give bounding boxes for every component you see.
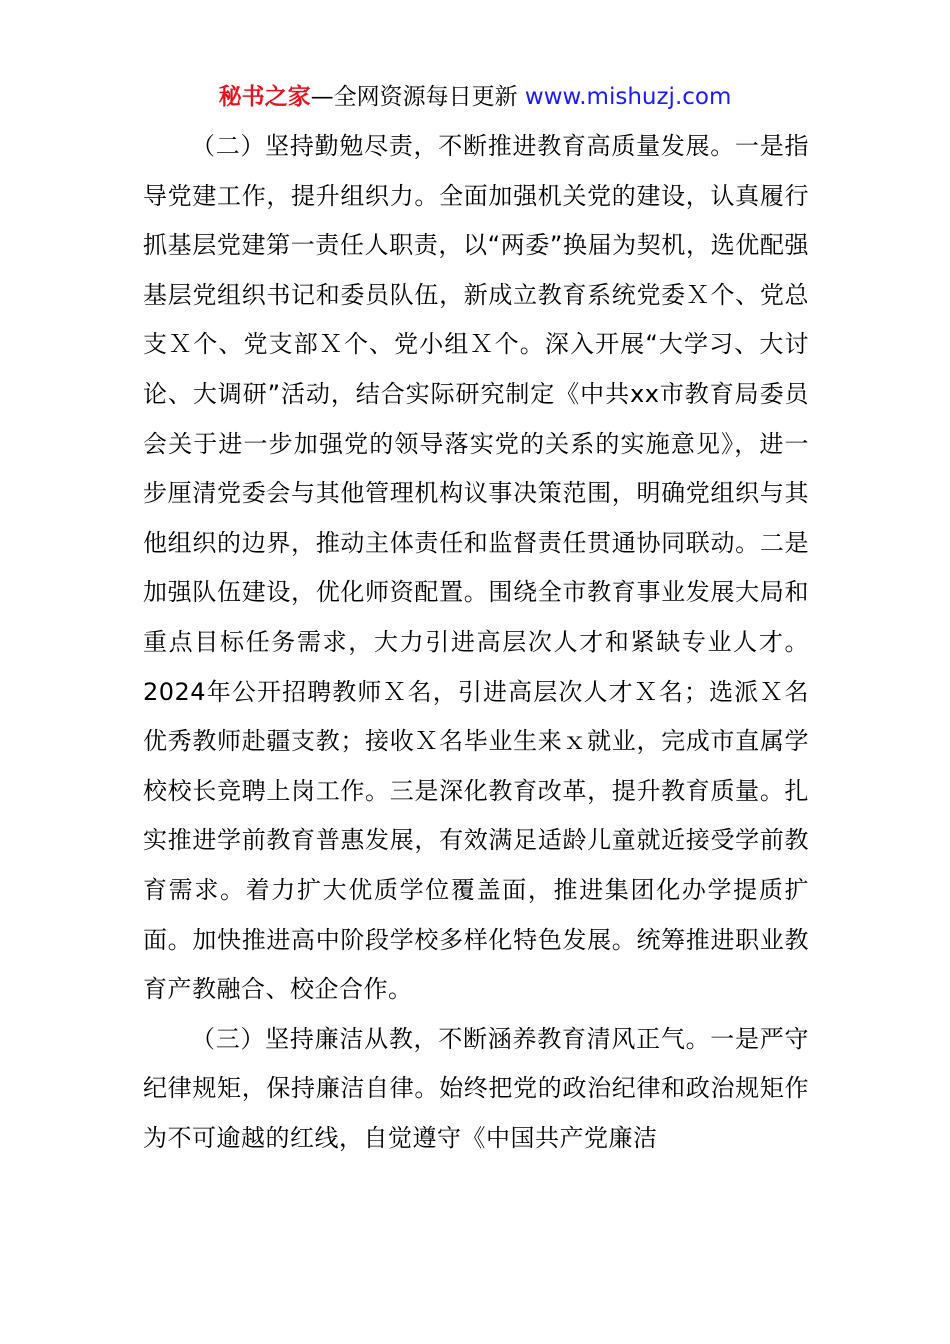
site-tagline: —全网资源每日更新 [310, 84, 518, 110]
site-brand: 秘书之家 [218, 84, 311, 110]
page-header [0, 80, 950, 114]
paragraph-section-2: （二）坚持勤勉尽责，不断推进教育高质量发展。一是指导党建工作，提升组织力。全面加强机关党的建设，认真履行抓基层党建第一责任人职责，以“两委”换届为契机，选优配强基层党组织书记和委员队伍，新成立教育系统党委Ｘ个、党总支Ｘ个、党支部Ｘ个、党小组Ｘ个。深入开展“大学习、大讨论、大调研”活动，结合实际研究制定《中共xx市教育局委员会关于进一步加强党的领导落实党的关系的实施意见》，进一步厘清党委会与其他管理机构议事决策范围，明确党组织与其他组织的边界，推动主体责任和监督责任贯通协同联动。二是加强队伍建设，优化师资配置。围绕全市教育事业发展大局和重点目标任务需求，大力引进高层次人才和紧缺专业人才。2024年公开招聘教师Ｘ名，引进高层次人才Ｘ名；选派Ｘ名优秀教师赴疆支教；接收Ｘ名毕业生来ｘ就业，完成市直属学校校长竞聘上岗工作。三是深化教育改革，提升教育质量。扎实推进学前教育普惠发展，有效满足适龄儿童就近接受学前教育需求。着力扩大优质学位覆盖面，推进集团化办学提质扩面。加快推进高中阶段学校多样化特色发展。统筹推进职业教育产教融合、校企合作。 [143, 132, 809, 1004]
site-url-link[interactable]: www.mishuzj.com [524, 84, 732, 110]
paragraph-section-3: （三）坚持廉洁从教，不断涵养教育清风正气。一是严守纪律规矩，保持廉洁自律。始终把党的政治纪律和政治规矩作为不可逾越的红线，自觉遵守《中国共产党廉洁 [143, 1024, 809, 1152]
document-body [143, 122, 809, 1163]
